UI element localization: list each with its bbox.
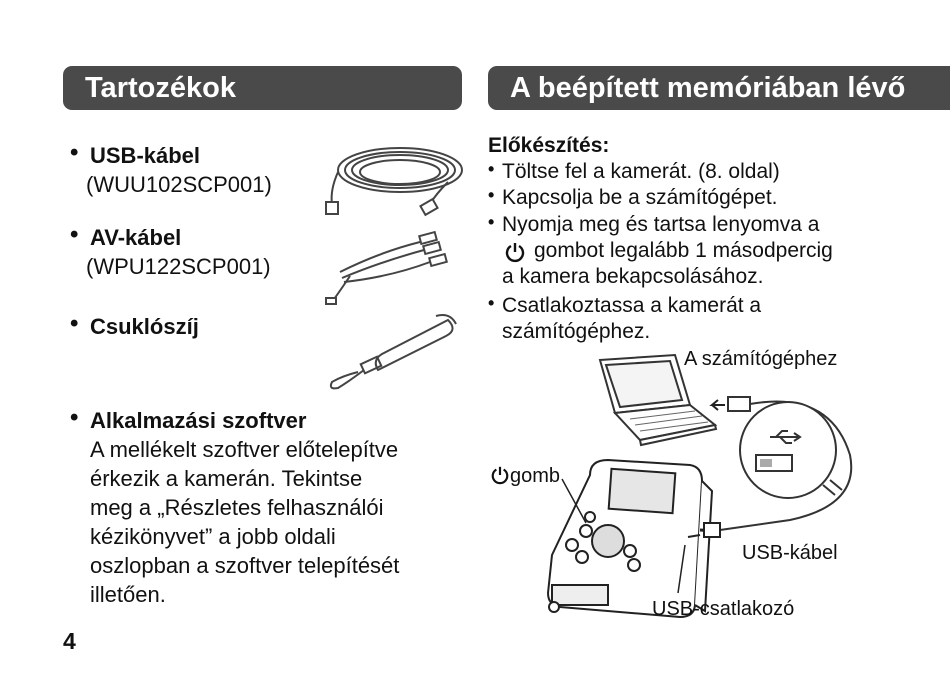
software-line: érkezik a kamerán. Tekintse [90, 466, 363, 491]
magnifier-circle [740, 402, 836, 498]
bullet: • [70, 139, 79, 166]
accessory-software [90, 406, 399, 609]
step-line: a kamera bekapcsolásához. [502, 265, 764, 288]
accessory-av-cable [86, 223, 271, 281]
accessory-wrist-strap [90, 312, 199, 341]
label-usb-cable: USB-kábel [742, 542, 838, 564]
step-line: gombot legalább 1 másodpercig [534, 239, 833, 262]
accessory-code: (WUU102SCP001) [86, 172, 272, 197]
software-line: A mellékelt szoftver előtelepítve [90, 437, 399, 462]
label-usb-connector: USB-csatlakozó [652, 598, 795, 620]
accessory-title: Alkalmazási szoftver [90, 408, 307, 433]
power-icon [504, 241, 526, 263]
bullet: • [488, 293, 495, 313]
step-line: számítógéphez. [502, 320, 651, 343]
arrow-icon [712, 400, 725, 410]
step-line: Kapcsolja be a számítógépet. [502, 186, 778, 209]
section-header-accessories: Tartozékok [63, 66, 462, 110]
step-line-with-icon [502, 238, 833, 264]
bullet: • [70, 221, 79, 248]
bullet: • [70, 310, 79, 337]
label-power-button [490, 462, 560, 488]
bullet: • [70, 404, 79, 431]
accessory-title: USB-kábel [90, 143, 201, 168]
step-line: Csatlakoztassa a kamerát a [502, 294, 762, 317]
preparation-step [488, 293, 762, 345]
preparation-step [488, 185, 778, 211]
bullet: • [488, 159, 495, 179]
usb-cable-illustration [318, 132, 468, 218]
accessory-code: (WPU122SCP001) [86, 254, 271, 279]
av-cable-illustration [320, 222, 460, 308]
step-line: Töltse fel a kamerát. (8. oldal) [502, 160, 780, 183]
usb-plug [728, 397, 750, 411]
preparation-step [488, 212, 833, 290]
camera-illustration [548, 460, 712, 617]
accessory-usb-cable [86, 141, 272, 199]
step-line: Nyomja meg és tartsa lenyomva a [502, 213, 820, 236]
software-line: kézikönyvet” a jobb oldali [90, 524, 336, 549]
preparation-title: Előkészítés: [488, 134, 610, 157]
power-icon [490, 465, 510, 485]
software-line: oszlopban a szoftver telepítését [90, 553, 400, 578]
software-line: illetően. [90, 582, 166, 607]
accessory-title: AV-kábel [90, 225, 182, 250]
software-line: meg a „Részletes felhasználói [90, 495, 384, 520]
wrist-strap-illustration [318, 310, 464, 396]
label-to-computer: A számítógéphez [684, 348, 838, 370]
accessory-title: Csuklószíj [90, 314, 199, 339]
bullet: • [488, 212, 495, 232]
preparation-step [488, 159, 780, 185]
power-button-label: gomb [510, 465, 561, 487]
bullet: • [488, 185, 495, 205]
section-header-internal-memory: A beépített memóriában lévő [488, 66, 950, 110]
page-number: 4 [63, 628, 76, 654]
